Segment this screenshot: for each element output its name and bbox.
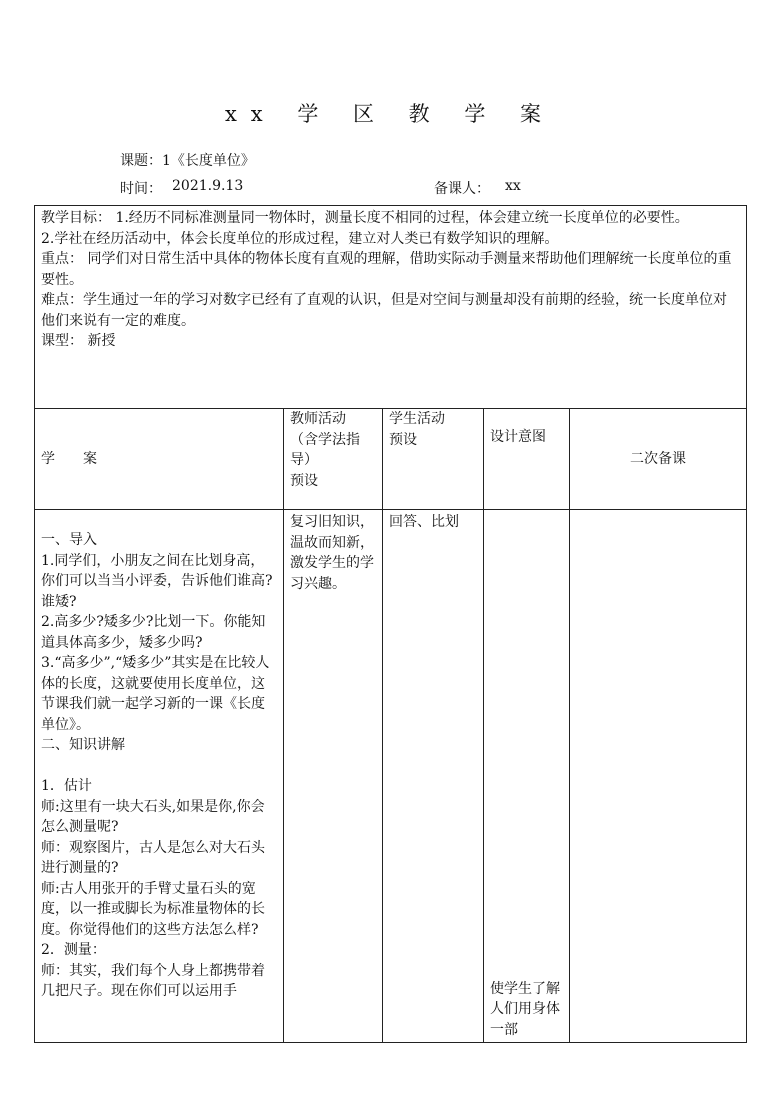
- objective-2: 2.学社在经历活动中，体会长度单位的形成过程，建立对人类已有数学知识的理解。: [41, 230, 559, 247]
- preparer-label: 备课人：: [434, 181, 490, 197]
- student-activity-cell: 回答、比划: [383, 510, 484, 1043]
- header-secondary-prep: 二次备课: [570, 409, 747, 510]
- secondary-prep-cell: [570, 510, 747, 1043]
- header-design-intent: 设计意图: [484, 409, 570, 510]
- list-item: 师:古人用张开的手臂丈量石头的宽度，以一推或脚长为标准量物体的长度。你觉得他们的这些方法怎么样?: [41, 880, 265, 938]
- preparer-value: xx: [505, 178, 521, 194]
- objective-1: 教学目标： 1.经历不同标准测量同一物体时，测量长度不相同的过程，体会建立统一长度单位的必要性。: [41, 210, 689, 226]
- lesson-plan-table: [34, 205, 747, 1043]
- header-teacher-activity: 教师活动 （含学法指导） 预设: [284, 409, 383, 510]
- list-item: 师:这里有一块大石头,如果是你,你会怎么测量呢?: [41, 798, 265, 835]
- list-item: 1.同学们，小朋友之间在比划身高，你们可以当当小评委，告诉他们谁高?谁矮?: [41, 552, 273, 610]
- list-item: 2.高多少?矮多少?比划一下。你能知道具体高多少，矮多少吗?: [41, 614, 266, 651]
- date-label: 时间：: [120, 181, 162, 197]
- design-intent-cell: 使学生了解人们用身体一部: [484, 510, 570, 1043]
- plan-content-cell: [35, 510, 284, 1043]
- date-value: 2021.9.13: [172, 178, 244, 194]
- list-item: 3.“高多少”,“矮多少”其实是在比较人体的长度，这就要使用长度单位，这节课我们就一起学习新的一课《长度单位》。: [41, 655, 270, 733]
- lesson-type: 课型： 新授: [41, 333, 116, 349]
- list-item: 2．测量：: [41, 942, 106, 958]
- page-title: xx 学 区 教 学 案: [224, 102, 556, 126]
- difficulty: 难点：学生通过一年的学习对数字已经有了直观的认识，但是对空间与测量却没有前期的经验，统一长度单位对他们来说有一定的难度。: [41, 292, 727, 329]
- list-item: 一、导入: [41, 532, 97, 548]
- header-plan: 学 案: [35, 409, 284, 510]
- objectives-cell: [35, 206, 747, 409]
- lesson-topic: 课题：1《长度单位》: [120, 153, 255, 169]
- header-student-activity: 学生活动 预设: [383, 409, 484, 510]
- list-item: 师：观察图片，古人是怎么对大石头进行测量的?: [41, 839, 265, 876]
- key-point: 重点： 同学们对日常生活中具体的物体长度有直观的理解，借助实际动手测量来帮助他们理解统一长度单位的重要性。: [41, 251, 732, 288]
- list-item: 师：其实，我们每个人身上都携带着几把尺子。现在你们可以运用手: [41, 962, 265, 999]
- list-item: 1．估计: [41, 778, 92, 794]
- list-item: 二、知识讲解: [41, 737, 125, 753]
- teacher-activity-cell: 复习旧知识，温故而知新，激发学生的学习兴趣。: [284, 510, 383, 1043]
